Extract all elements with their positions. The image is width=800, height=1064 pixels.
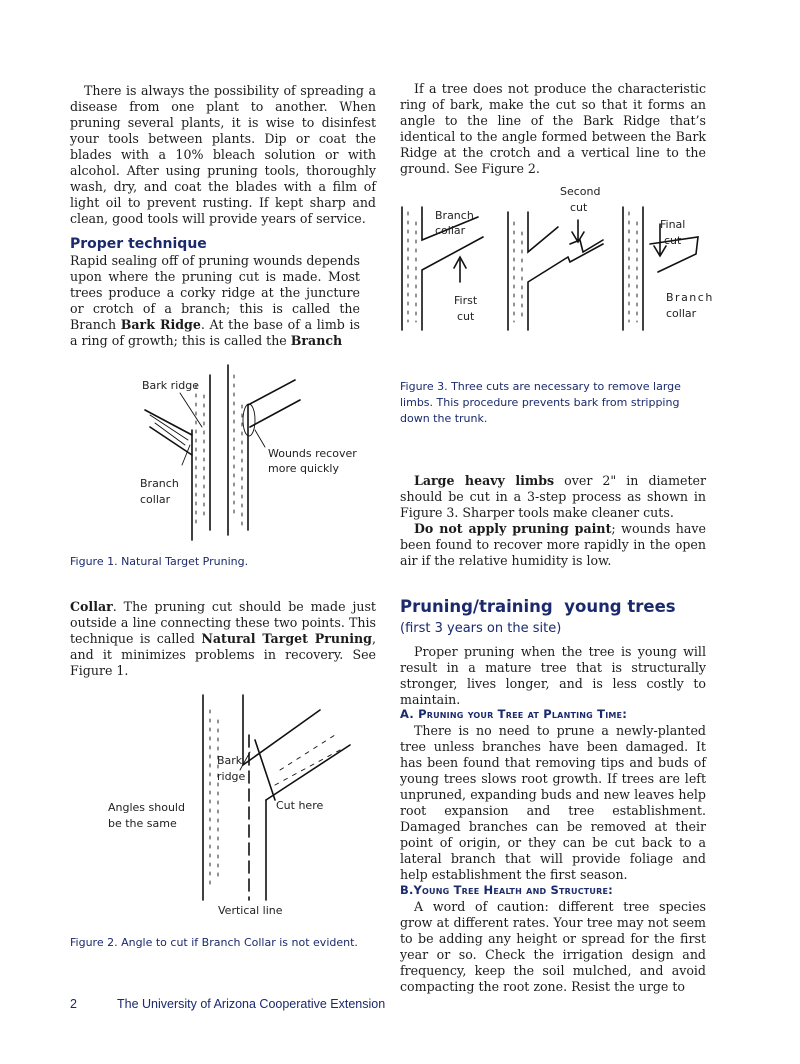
- paragraph-bark-angle: If a tree does not produce the characteristic ring of bark, make the cut so that it forms an angle to the line of the Bark Ridge that’s identical to the angle formed between the Bark Ridge at the crotch and a vertical line to the ground. See Figure 2.: [400, 81, 706, 176]
- fig3-label-first: First: [454, 294, 478, 307]
- fig3-label-first-cut: cut: [457, 310, 475, 323]
- fig2-label-vertical: Vertical line: [218, 904, 283, 917]
- fig3-label-second: Second: [560, 185, 601, 198]
- paragraph-collar: Collar. The pruning cut should be made just outside a line connecting these two points. This technique is called Natural Target Pruning, and it minimizes problems in recovery. See Figure 1.: [70, 599, 376, 678]
- fig3-label-final-cut: cut: [664, 234, 682, 247]
- fig2-label-ridge: ridge: [217, 770, 246, 783]
- fig3-label-final: Final: [660, 218, 686, 231]
- fig2-label-angles-2: be the same: [108, 817, 177, 830]
- fig1-right-branch-top: [248, 380, 295, 405]
- fig1-label-branch: Branch: [140, 477, 179, 490]
- heading-pruning-at-planting: A. Pruning your Tree at Planting Time:: [400, 707, 628, 721]
- fig1-bark-ridge-pointer: [180, 393, 202, 427]
- figure-3-three-cuts: [398, 182, 718, 332]
- fig2-trunk-branch-top: [243, 695, 320, 765]
- fig1-label-bark-ridge: Bark ridge: [142, 379, 199, 392]
- fig1-cut-ring: [243, 404, 255, 436]
- page-number: 2: [70, 997, 77, 1011]
- paragraph-young-tree-health: A word of caution: different tree species grow at different rates. Your tree may not seem to be adding any height or spread for the first year or so. Check the irrigation design and frequency, keep the soil mulched, and avoid compacting the root zone. Resist the urge to: [400, 899, 706, 994]
- subheading-first-3-years: (first 3 years on the site): [400, 621, 562, 636]
- heading-young-tree-health: B.Young Tree Health and Structure:: [400, 883, 613, 897]
- fig1-label-collar: collar: [140, 493, 171, 506]
- fig2-label-angles-1: Angles should: [108, 801, 185, 814]
- figure-2-caption: Figure 2. Angle to cut if Branch Collar is not evident.: [70, 936, 358, 949]
- paragraph-young-intro: Proper pruning when the tree is young will result in a mature tree that is structurally stronger, lives longer, and is less costly to maintain.: [400, 644, 706, 707]
- fig3-first-cut-arrow: [454, 257, 466, 282]
- fig3-tree2-branch-top: [528, 212, 558, 252]
- fig3-label-second-cut: cut: [570, 201, 588, 214]
- paragraph-proper-technique: Rapid sealing off of pruning wounds depends upon where the pruning cut is made. Most trees produce a corky ridge at the juncture or crotch of a branch; this is called the Branch Bark Ridge. At the base of a limb is a ring of growth; this is called the Branch: [70, 253, 360, 348]
- fig1-branch-collar-pointer: [182, 445, 190, 465]
- fig3-label-branch2: Branch: [666, 291, 714, 304]
- fig3-label-branch: Branch: [435, 209, 474, 222]
- fig3-label-collar: collar: [435, 224, 466, 237]
- fig2-branch-bottom: [266, 745, 350, 800]
- fig1-label-wounds-1: Wounds recover: [268, 447, 357, 460]
- figure-1-natural-target-pruning: [130, 365, 370, 540]
- fig2-label-cut-here: Cut here: [276, 799, 324, 812]
- footer-publisher: The University of Arizona Cooperative Extension: [117, 997, 386, 1011]
- fig3-second-cut-arrow: [572, 220, 584, 242]
- fig1-left-branch-top: [145, 410, 192, 435]
- paragraph-pruning-at-planting: There is no need to prune a newly-planted tree unless branches have been damaged. It has been found that removing tips and buds of young trees slows root growth. If trees are left unpruned, expanding buds and new leaves help root expansion and tree establishment. Damaged branches can be removed at their point of origin, or they can be cut back to a lateral branch that will provide foliage and help establishment the first season.: [400, 723, 706, 882]
- figure-1-caption: Figure 1. Natural Target Pruning.: [70, 555, 249, 568]
- fig2-label-bark: Bark: [217, 754, 243, 767]
- heading-proper-technique: Proper technique: [70, 236, 207, 252]
- fig3-tree2-branch-bottom: [528, 244, 603, 330]
- paragraph-large-limbs: Large heavy limbs over 2" in diameter should be cut in a 3-step process as shown in Figure 3. Sharper tools make cleaner cuts. Do not apply pruning paint; wounds have been found to recover more rapidly in the open air if the relative humidity is low.: [400, 473, 706, 568]
- fig1-right-branch-bottom: [250, 400, 300, 427]
- fig1-label-wounds-2: more quickly: [268, 462, 339, 475]
- figure-2-angle-to-cut: [100, 690, 360, 920]
- fig3-label-collar2: collar: [666, 307, 697, 320]
- paragraph-disinfect: There is always the possibility of spreading a disease from one plant to another. When pruning several plants, it is wise to disinfest your tools between plants. Dip or coat the blades with a 10% bleach solution or with alcohol. After using pruning tools, thoroughly wash, dry, and coat the blades with a film of light oil to prevent rusting. If kept sharp and clean, good tools will provide years of service.: [70, 83, 376, 226]
- heading-pruning-young-trees: Pruning/training young trees: [400, 597, 676, 616]
- figure-3-caption: Figure 3. Three cuts are necessary to remove large limbs. This procedure prevents bark from stripping down the trunk.: [400, 380, 681, 425]
- fig1-wounds-pointer: [255, 430, 265, 447]
